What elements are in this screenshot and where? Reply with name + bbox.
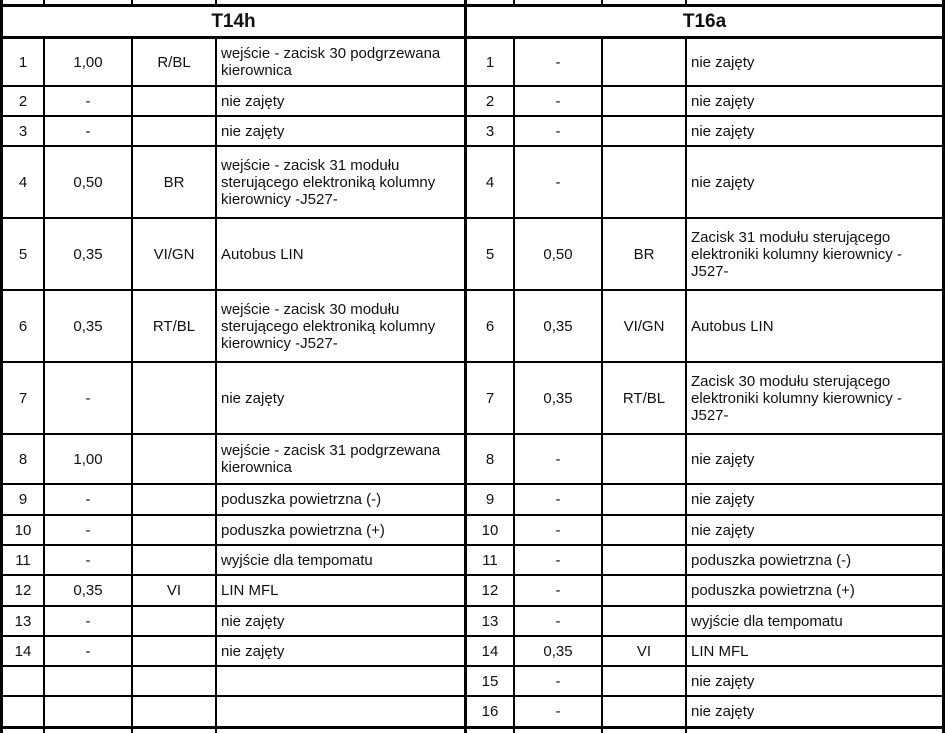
t16a-desc-cell: Zacisk 30 modułu sterującego elektroniki kolumny kierownicy -J527- <box>691 372 902 424</box>
t16a-pin-cell: 5 <box>467 219 515 289</box>
table-row <box>3 435 942 485</box>
t14h-color-cell: VI/GN <box>133 219 217 289</box>
t16a-desc-cell: poduszka powietrzna (-) <box>691 551 852 569</box>
table-row <box>3 87 942 117</box>
t16a-pin-cell: 14 <box>467 637 515 665</box>
t14h-color-cell <box>133 546 217 574</box>
t14h-pin-cell: 1 <box>3 39 45 85</box>
t14h-pin-cell <box>3 667 45 695</box>
t14h-color-cell: RT/BL <box>133 291 217 361</box>
t14h-pin-cell: 6 <box>3 291 45 361</box>
t16a-gauge-cell: - <box>515 485 603 514</box>
t16a-color-cell: BR <box>603 219 687 289</box>
t16a-gauge-cell: - <box>515 147 603 217</box>
t14h-color-cell <box>133 87 217 115</box>
table-row <box>3 637 942 667</box>
table-row <box>3 607 942 637</box>
table-row <box>3 117 942 147</box>
cropped-cell <box>217 0 467 4</box>
t14h-color-cell <box>133 363 217 433</box>
cropped-cell <box>217 729 467 733</box>
t14h-color-cell <box>133 667 217 695</box>
t16a-color-cell: VI <box>603 637 687 665</box>
t14h-desc-cell: nie zajęty <box>217 87 467 115</box>
t14h-color-cell: R/BL <box>133 39 217 85</box>
cropped-cell <box>133 0 217 4</box>
t14h-gauge-cell: - <box>45 516 133 544</box>
t14h-gauge-cell: - <box>45 485 133 514</box>
t16a-desc-cell: nie zajęty <box>691 450 755 468</box>
t16a-desc-cell: nie zajęty <box>691 173 755 191</box>
cropped-cell <box>45 0 133 4</box>
t16a-pin-cell: 15 <box>467 667 515 695</box>
t16a-desc-cell: nie zajęty <box>691 122 755 140</box>
t14h-pin-cell <box>3 697 45 726</box>
t16a-gauge-cell: - <box>515 87 603 115</box>
t14h-pin-cell: 10 <box>3 516 45 544</box>
t16a-color-cell <box>603 667 687 695</box>
t14h-desc-cell: wejście - zacisk 30 podgrzewana kierownica <box>217 39 467 85</box>
t16a-color-cell: VI/GN <box>603 291 687 361</box>
table-row <box>3 485 942 516</box>
cropped-cell <box>687 0 942 4</box>
t14h-gauge-cell: - <box>45 637 133 665</box>
t14h-gauge-cell: 1,00 <box>45 435 133 483</box>
table-row <box>3 219 942 291</box>
t16a-desc-cell: nie zajęty <box>691 92 755 110</box>
t16a-pin-cell: 2 <box>467 87 515 115</box>
t14h-pin-cell: 8 <box>3 435 45 483</box>
t16a-pin-cell: 9 <box>467 485 515 514</box>
t14h-desc-cell: poduszka powietrzna (+) <box>217 516 467 544</box>
t14h-gauge-cell: - <box>45 607 133 635</box>
t16a-pin-cell: 1 <box>467 39 515 85</box>
cropped-row-top <box>0 0 945 4</box>
t14h-pin-cell: 13 <box>3 607 45 635</box>
table-row <box>3 147 942 219</box>
t14h-pin-cell: 4 <box>3 147 45 217</box>
t14h-desc-cell <box>217 697 467 726</box>
t16a-gauge-cell: 0,35 <box>515 363 603 433</box>
t14h-pin-cell: 9 <box>3 485 45 514</box>
t14h-gauge-cell: - <box>45 546 133 574</box>
t16a-desc-cell: LIN MFL <box>691 642 749 660</box>
t14h-gauge-cell: - <box>45 87 133 115</box>
t14h-desc-cell: wejście - zacisk 31 podgrzewana kierownica <box>217 435 467 483</box>
cropped-cell <box>603 729 687 733</box>
t16a-desc-cell: poduszka powietrzna (+) <box>691 582 855 599</box>
cropped-row-bottom <box>0 729 945 733</box>
table-row <box>3 39 942 87</box>
t16a-pin-cell: 11 <box>467 546 515 574</box>
t14h-pin-cell: 11 <box>3 546 45 574</box>
t14h-gauge-cell: - <box>45 117 133 145</box>
t16a-header: T16a <box>682 10 727 32</box>
t16a-gauge-cell: - <box>515 546 603 574</box>
t16a-pin-cell: 6 <box>467 291 515 361</box>
t16a-desc-cell: nie zajęty <box>691 672 755 690</box>
t14h-gauge-cell: 1,00 <box>45 39 133 85</box>
t16a-pin-cell: 10 <box>467 516 515 544</box>
t14h-desc-cell: poduszka powietrzna (-) <box>217 485 467 514</box>
cropped-cell <box>603 0 687 4</box>
t16a-gauge-cell: 0,50 <box>515 219 603 289</box>
t16a-gauge-cell: - <box>515 667 603 695</box>
table-row <box>3 667 942 697</box>
pinout-table <box>0 4 945 729</box>
t16a-desc-cell: wyjście dla tempomatu <box>691 612 843 630</box>
t16a-desc-cell: nie zajęty <box>691 491 755 508</box>
t16a-gauge-cell: - <box>515 435 603 483</box>
table-header-row <box>3 7 942 39</box>
t16a-color-cell <box>603 147 687 217</box>
t14h-color-cell <box>133 697 217 726</box>
t14h-color-cell: VI <box>133 576 217 605</box>
t16a-color-cell: RT/BL <box>603 363 687 433</box>
cropped-cell <box>467 729 515 733</box>
t16a-pin-cell: 3 <box>467 117 515 145</box>
cropped-cell <box>515 0 603 4</box>
t14h-pin-cell: 5 <box>3 219 45 289</box>
t16a-gauge-cell: 0,35 <box>515 637 603 665</box>
t16a-pin-cell: 7 <box>467 363 515 433</box>
t16a-gauge-cell: - <box>515 697 603 726</box>
t14h-desc-cell: wyjście dla tempomatu <box>217 546 467 574</box>
t16a-desc-cell: nie zajęty <box>691 521 755 539</box>
t14h-desc-cell: nie zajęty <box>217 607 467 635</box>
t16a-desc-cell: Autobus LIN <box>691 317 774 335</box>
cropped-cell <box>133 729 217 733</box>
t16a-gauge-cell: 0,35 <box>515 291 603 361</box>
t14h-gauge-cell: - <box>45 363 133 433</box>
t16a-color-cell <box>603 39 687 85</box>
cropped-cell <box>45 729 133 733</box>
t16a-pin-cell: 16 <box>467 697 515 726</box>
t16a-color-cell <box>603 117 687 145</box>
cropped-cell <box>3 729 45 733</box>
t14h-pin-cell: 12 <box>3 576 45 605</box>
t16a-gauge-cell: - <box>515 607 603 635</box>
t16a-color-cell <box>603 435 687 483</box>
table-row <box>3 546 942 576</box>
t16a-color-cell <box>603 576 687 605</box>
cropped-cell <box>3 0 45 4</box>
t16a-desc-cell: nie zajęty <box>691 53 755 71</box>
t14h-color-cell <box>133 485 217 514</box>
t14h-color-cell <box>133 117 217 145</box>
t16a-pin-cell: 4 <box>467 147 515 217</box>
t14h-pin-cell: 7 <box>3 363 45 433</box>
t14h-desc-cell: nie zajęty <box>217 117 467 145</box>
table-row <box>3 363 942 435</box>
t16a-color-cell <box>603 516 687 544</box>
t14h-header: T14h <box>3 7 467 36</box>
t16a-desc-cell: Zacisk 31 modułu sterującego elektroniki kolumny kierownicy -J527- <box>691 228 902 280</box>
t16a-color-cell <box>603 697 687 726</box>
t16a-color-cell <box>603 546 687 574</box>
t16a-color-cell <box>603 87 687 115</box>
t14h-gauge-cell: 0,35 <box>45 576 133 605</box>
t16a-pin-cell: 12 <box>467 576 515 605</box>
t14h-gauge-cell <box>45 697 133 726</box>
t14h-desc-cell <box>217 667 467 695</box>
t14h-pin-cell: 14 <box>3 637 45 665</box>
t14h-pin-cell: 3 <box>3 117 45 145</box>
t16a-pin-cell: 13 <box>467 607 515 635</box>
t14h-desc-cell: LIN MFL <box>217 576 467 605</box>
table-row <box>3 516 942 546</box>
t14h-desc-cell: wejście - zacisk 30 modułu sterującego elektroniką kolumny kierownicy -J527- <box>217 291 467 361</box>
t14h-color-cell: BR <box>133 147 217 217</box>
cropped-cell <box>515 729 603 733</box>
t14h-gauge-cell: 0,50 <box>45 147 133 217</box>
t14h-color-cell <box>133 607 217 635</box>
t14h-color-cell <box>133 516 217 544</box>
t16a-gauge-cell: - <box>515 117 603 145</box>
t16a-gauge-cell: - <box>515 516 603 544</box>
t14h-color-cell <box>133 435 217 483</box>
table-row <box>3 697 942 726</box>
t14h-gauge-cell <box>45 667 133 695</box>
table-body <box>3 39 942 726</box>
t14h-gauge-cell: 0,35 <box>45 291 133 361</box>
t14h-color-cell <box>133 637 217 665</box>
t16a-color-cell <box>603 607 687 635</box>
t16a-desc-cell: nie zajęty <box>691 703 755 720</box>
cropped-cell <box>467 0 515 4</box>
t14h-gauge-cell: 0,35 <box>45 219 133 289</box>
table-row <box>3 291 942 363</box>
t16a-pin-cell: 8 <box>467 435 515 483</box>
t14h-desc-cell: nie zajęty <box>217 637 467 665</box>
t16a-gauge-cell: - <box>515 39 603 85</box>
cropped-cell <box>687 729 942 733</box>
t16a-gauge-cell: - <box>515 576 603 605</box>
t14h-desc-cell: wejście - zacisk 31 modułu sterującego elektroniką kolumny kierownicy -J527- <box>217 147 467 217</box>
t16a-color-cell <box>603 485 687 514</box>
t14h-desc-cell: nie zajęty <box>217 363 467 433</box>
t14h-desc-cell: Autobus LIN <box>217 219 467 289</box>
t14h-pin-cell: 2 <box>3 87 45 115</box>
table-row <box>3 576 942 607</box>
